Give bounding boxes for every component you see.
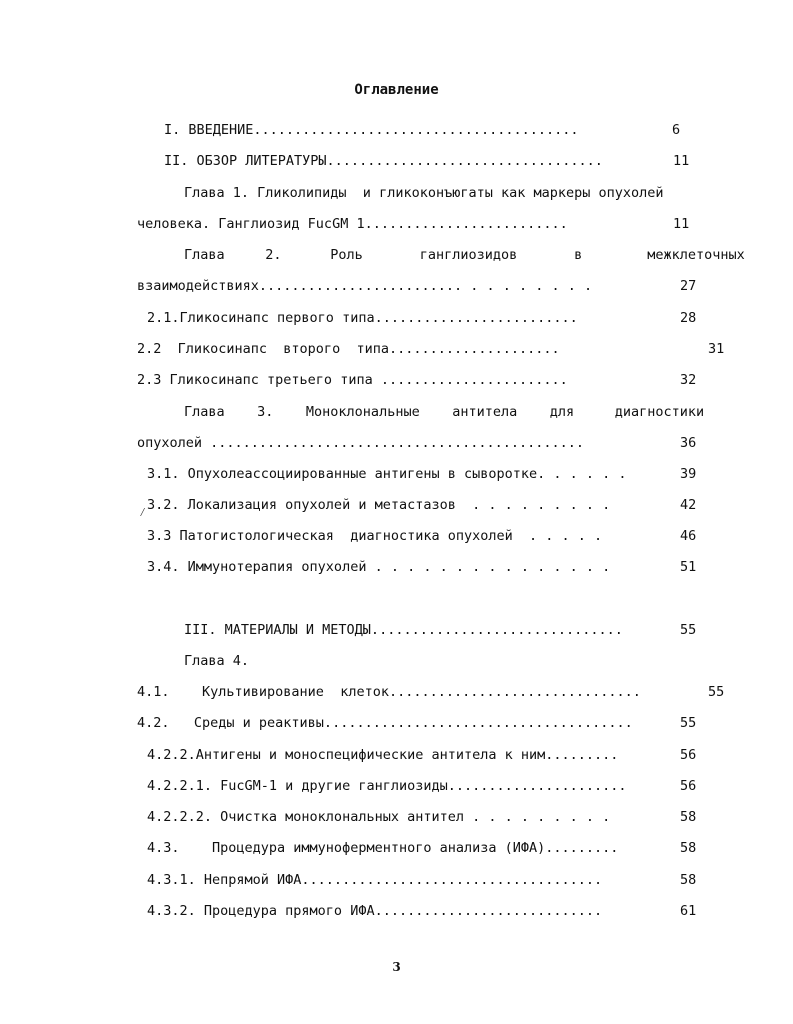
pen-mark: ⁄	[139, 505, 147, 519]
toc-entry-4-3-1: 4.3.1. Непрямой ИФА.....................................	[147, 872, 603, 888]
toc-entry-3-4: 3.4. Иммунотерапия опухолей . . . . . . . . . . . . . . .	[147, 559, 611, 575]
toc-page-number: 56	[680, 778, 697, 794]
toc-entry-chapter-3: Глава 3. Моноклональные антитела для диагностики	[184, 404, 705, 420]
toc-page-number: 36	[680, 435, 697, 451]
toc-entry-2-3: 2.3 Гликосинапс третьего типа .......................	[137, 372, 568, 388]
toc-entry-materials-methods: III. МАТЕРИАЛЫ И МЕТОДЫ...............................	[184, 622, 623, 638]
toc-entry-4-2: 4.2. Среды и реактивы......................................	[137, 715, 633, 731]
toc-page-number: 58	[680, 872, 697, 888]
page-number: 3	[392, 960, 401, 974]
toc-entry-4-3-2: 4.3.2. Процедура прямого ИФА............................	[147, 903, 603, 919]
toc-page-number: 58	[680, 840, 697, 856]
toc-page-number: 6	[672, 122, 681, 138]
toc-page-number: 31	[708, 341, 725, 357]
toc-page-number: 55	[680, 715, 697, 731]
toc-entry-chapter-2-cont: взаимодействиях......................... . . . . . . . .	[137, 278, 593, 294]
toc-page-number: 27	[680, 278, 697, 294]
toc-entry-introduction: I. ВВЕДЕНИЕ........................................	[164, 122, 579, 138]
toc-page-number: 46	[680, 528, 697, 544]
toc-entry-3-2: 3.2. Локализация опухолей и метастазов . . . . . . . . .	[147, 497, 611, 513]
toc-page-number: 55	[708, 684, 725, 700]
toc-entry-chapter-4: Глава 4.	[184, 653, 250, 669]
toc-entry-chapter-1-cont: человека. Ганглиозид FucGM 1.........................	[137, 216, 568, 232]
toc-page-number: 11	[673, 153, 690, 169]
toc-page-number: 56	[680, 747, 697, 763]
toc-entry-4-2-2: 4.2.2.Антигены и моноспецифические антитела к ним.........	[147, 747, 619, 763]
toc-entry-4-2-2-1: 4.2.2.1. FucGM-1 и другие ганглиозиды......................	[147, 778, 627, 794]
toc-page-number: 39	[680, 466, 697, 482]
toc-page-number: 61	[680, 903, 697, 919]
toc-page-number: 32	[680, 372, 697, 388]
toc-page-number: 11	[673, 216, 690, 232]
toc-entry-4-1: 4.1. Культивирование клеток...............................	[137, 684, 641, 700]
toc-page-number: 51	[680, 559, 697, 575]
toc-page-number: 42	[680, 497, 697, 513]
toc-page-number: 58	[680, 809, 697, 825]
toc-entry-4-3: 4.3. Процедура иммуноферментного анализа (ИФА).........	[147, 840, 619, 856]
toc-entry-3-3: 3.3 Патогистологическая диагностика опухолей . . . . .	[147, 528, 603, 544]
toc-entry-2-2: 2.2 Гликосинапс второго типа.....................	[137, 341, 560, 357]
toc-entry-4-2-2-2: 4.2.2.2. Очистка моноклональных антител . . . . . . . . .	[147, 809, 611, 825]
toc-title: Оглавление	[354, 82, 439, 98]
toc-entry-literature-review: II. ОБЗОР ЛИТЕРАТУРЫ..................................	[164, 153, 603, 169]
toc-page-number: 55	[680, 622, 697, 638]
toc-entry-chapter-3-cont: опухолей ..............................................	[137, 435, 585, 451]
toc-entry-chapter-2: Глава 2. Роль ганглиозидов в межклеточных	[184, 247, 745, 263]
toc-entry-2-1: 2.1.Гликосинапс первого типа.........................	[147, 310, 578, 326]
toc-entry-3-1: 3.1. Опухолеассоциированные антигены в сыворотке. . . . . .	[147, 466, 627, 482]
toc-page-number: 28	[680, 310, 697, 326]
toc-entry-chapter-1: Глава 1. Гликолипиды и гликоконъюгаты как маркеры опухолей	[184, 185, 664, 201]
